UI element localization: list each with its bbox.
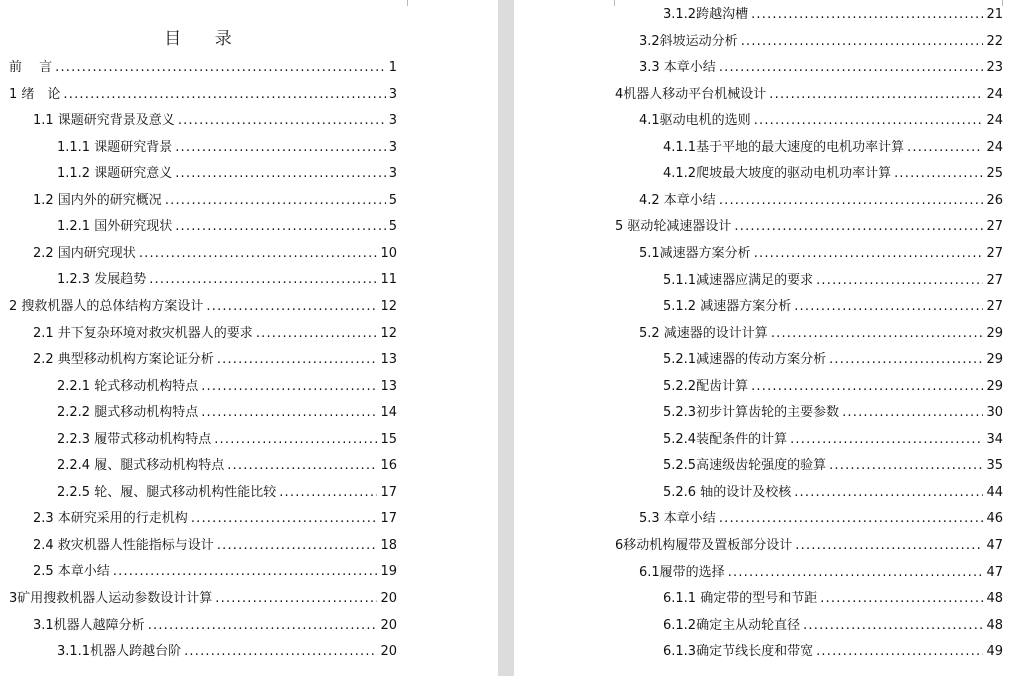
dot-leader bbox=[842, 403, 983, 423]
dot-leader bbox=[816, 642, 983, 662]
dot-leader bbox=[217, 350, 378, 370]
page-gap bbox=[498, 0, 514, 676]
toc-entry-page-number: 20 bbox=[380, 591, 397, 606]
dot-leader bbox=[751, 377, 983, 397]
dot-leader bbox=[803, 616, 983, 636]
dot-leader bbox=[175, 138, 386, 158]
toc-entry-page-number: 25 bbox=[986, 166, 1003, 182]
dot-leader bbox=[148, 616, 378, 636]
toc-entry[interactable] bbox=[33, 244, 397, 264]
page-corner-mark bbox=[614, 0, 625, 6]
toc-entry-title: 2.2.4 履、腿式移动机构特点 bbox=[57, 458, 225, 474]
toc-entry[interactable] bbox=[33, 111, 397, 131]
dot-leader bbox=[184, 642, 377, 662]
toc-entry[interactable] bbox=[663, 483, 1003, 503]
toc-entry[interactable] bbox=[663, 5, 1003, 25]
toc-entry[interactable] bbox=[639, 563, 1003, 583]
dot-leader bbox=[214, 430, 377, 450]
toc-entry[interactable] bbox=[615, 85, 1003, 105]
toc-entry-page-number: 24 bbox=[986, 139, 1003, 155]
toc-entry-page-number: 20 bbox=[380, 644, 397, 660]
toc-page-left bbox=[0, 0, 498, 676]
dot-leader bbox=[719, 191, 984, 211]
dot-leader bbox=[175, 217, 386, 237]
toc-entry-title: 5.2.2配齿计算 bbox=[663, 378, 749, 394]
toc-entry-page-number: 17 bbox=[380, 484, 397, 500]
dot-leader bbox=[790, 430, 983, 450]
page-corner-mark bbox=[397, 0, 408, 6]
toc-entry-page-number: 3 bbox=[388, 86, 397, 102]
dot-leader bbox=[794, 297, 983, 317]
toc-entry[interactable] bbox=[663, 271, 1003, 291]
toc-entry[interactable] bbox=[57, 403, 397, 423]
dot-leader bbox=[113, 562, 378, 582]
toc-entry[interactable] bbox=[639, 111, 1003, 131]
toc-entry-title: 2.2.5 轮、履、腿式移动机构性能比较 bbox=[57, 484, 277, 500]
dot-leader bbox=[794, 483, 983, 503]
toc-entry[interactable] bbox=[33, 536, 397, 556]
dot-leader bbox=[795, 536, 983, 556]
toc-entry-title: 5.2.1减速器的传动方案分析 bbox=[663, 352, 827, 368]
dot-leader bbox=[719, 509, 984, 529]
toc-entry-title: 4机器人移动平台机械设计 bbox=[615, 86, 767, 102]
toc-entry-title: 5.2 减速器的设计计算 bbox=[639, 325, 768, 341]
toc-entry-page-number: 5 bbox=[388, 219, 397, 235]
toc-entry-title: 2.2.3 履带式移动机构特点 bbox=[57, 431, 212, 447]
toc-entry[interactable] bbox=[57, 456, 397, 476]
toc-entry-page-number: 24 bbox=[986, 86, 1003, 102]
toc-entry-page-number: 15 bbox=[380, 431, 397, 447]
toc-entry-title: 2.2.2 腿式移动机构特点 bbox=[57, 405, 199, 421]
toc-entry-title: 5.2.4装配条件的计算 bbox=[663, 431, 788, 447]
toc-entry-page-number: 10 bbox=[380, 245, 397, 261]
toc-entry[interactable] bbox=[33, 616, 397, 636]
dot-leader bbox=[165, 191, 386, 211]
toc-entry-page-number: 20 bbox=[380, 617, 397, 633]
toc-entry-page-number: 27 bbox=[986, 299, 1003, 315]
toc-title: 目 录 bbox=[164, 29, 246, 49]
toc-entry[interactable] bbox=[9, 297, 397, 317]
toc-entry-page-number: 44 bbox=[986, 484, 1003, 500]
toc-entry-title: 1.2.1 国外研究现状 bbox=[57, 219, 173, 235]
toc-entry[interactable] bbox=[663, 642, 1003, 662]
toc-entry-page-number: 3 bbox=[388, 166, 397, 182]
dot-leader bbox=[754, 111, 984, 131]
toc-entry-title: 6.1.1 确定带的型号和节距 bbox=[663, 591, 818, 607]
toc-entry-page-number: 21 bbox=[986, 7, 1003, 22]
toc-entry-page-number: 19 bbox=[380, 564, 397, 580]
toc-entry[interactable] bbox=[57, 217, 397, 237]
toc-entry-page-number: 22 bbox=[986, 33, 1003, 49]
toc-entry[interactable] bbox=[9, 589, 397, 609]
toc-entry-page-number: 14 bbox=[380, 405, 397, 421]
toc-entry-page-number: 26 bbox=[986, 192, 1003, 208]
dot-leader bbox=[728, 563, 984, 583]
dot-leader bbox=[771, 324, 984, 344]
toc-entry[interactable] bbox=[33, 191, 397, 211]
toc-entry[interactable] bbox=[33, 509, 397, 529]
toc-entry-title: 4.1.1基于平地的最大速度的电机功率计算 bbox=[663, 139, 905, 155]
toc-entry[interactable] bbox=[33, 562, 397, 582]
page-corner-mark bbox=[1002, 0, 1007, 6]
toc-entry-page-number: 27 bbox=[986, 272, 1003, 288]
toc-entry-page-number: 34 bbox=[986, 431, 1003, 447]
toc-entry[interactable] bbox=[615, 536, 1003, 556]
toc-entry-title: 6.1.3确定节线长度和带宽 bbox=[663, 644, 814, 660]
toc-entry-title: 1.2.3 发展趋势 bbox=[57, 272, 147, 288]
toc-entry-page-number: 1 bbox=[388, 60, 397, 75]
toc-entry[interactable] bbox=[639, 509, 1003, 529]
toc-entry-title: 2.2 国内研究现状 bbox=[33, 245, 136, 261]
dot-leader bbox=[719, 58, 984, 78]
toc-entry[interactable] bbox=[33, 350, 397, 370]
toc-entry[interactable] bbox=[663, 616, 1003, 636]
dot-leader bbox=[894, 164, 983, 184]
dot-leader bbox=[206, 297, 377, 317]
dot-leader bbox=[227, 456, 377, 476]
toc-entry-title: 2.2.1 轮式移动机构特点 bbox=[57, 378, 199, 394]
toc-entry[interactable] bbox=[639, 324, 1003, 344]
toc-entry[interactable] bbox=[663, 456, 1003, 476]
dot-leader bbox=[829, 456, 983, 476]
toc-entry-page-number: 12 bbox=[380, 298, 397, 314]
dot-leader bbox=[175, 164, 386, 184]
dot-leader bbox=[256, 324, 378, 344]
toc-entry-title: 5 驱动轮减速器设计 bbox=[615, 219, 732, 235]
dot-leader bbox=[816, 271, 983, 291]
toc-entry-page-number: 12 bbox=[380, 325, 397, 341]
toc-entry-title: 5.1.1减速器应满足的要求 bbox=[663, 272, 814, 288]
toc-entry-page-number: 11 bbox=[380, 272, 397, 288]
dot-leader bbox=[217, 536, 378, 556]
toc-entry[interactable] bbox=[57, 430, 397, 450]
toc-entry-page-number: 5 bbox=[388, 192, 397, 208]
toc-entry[interactable] bbox=[639, 191, 1003, 211]
toc-entry-page-number: 13 bbox=[380, 352, 397, 368]
dot-leader bbox=[820, 589, 983, 609]
toc-entry-title: 3.2斜坡运动分析 bbox=[639, 33, 738, 49]
toc-entry[interactable] bbox=[33, 324, 397, 344]
toc-entry-page-number: 23 bbox=[986, 60, 1003, 76]
toc-entry-title: 2 搜救机器人的总体结构方案设计 bbox=[9, 298, 204, 314]
toc-entry-title: 5.1.2 减速器方案分析 bbox=[663, 299, 792, 315]
toc-entry-page-number: 27 bbox=[986, 219, 1003, 235]
toc-entry-page-number: 29 bbox=[986, 352, 1003, 368]
dot-leader bbox=[907, 138, 983, 158]
toc-entry-title: 2.5 本章小结 bbox=[33, 564, 110, 580]
dot-leader bbox=[201, 403, 377, 423]
dot-leader bbox=[741, 32, 984, 52]
toc-entry-title: 2.1 井下复杂环境对救灾机器人的要求 bbox=[33, 325, 253, 341]
dot-leader bbox=[191, 509, 378, 529]
toc-entry-page-number: 24 bbox=[986, 113, 1003, 129]
toc-entry-title: 3.3 本章小结 bbox=[639, 60, 716, 76]
toc-entry[interactable] bbox=[663, 430, 1003, 450]
toc-entry-title: 1.1.2 课题研究意义 bbox=[57, 166, 173, 182]
toc-entry-page-number: 46 bbox=[986, 511, 1003, 527]
toc-entry-page-number: 27 bbox=[986, 245, 1003, 261]
toc-entry-title: 1.1.1 课题研究背景 bbox=[57, 139, 173, 155]
toc-entry-page-number: 3 bbox=[388, 113, 397, 129]
toc-entry-page-number: 47 bbox=[986, 538, 1003, 553]
toc-entry[interactable] bbox=[663, 403, 1003, 423]
toc-entry[interactable] bbox=[57, 164, 397, 184]
toc-entry-title: 5.1减速器方案分析 bbox=[639, 245, 751, 261]
toc-entry-title: 3.1机器人越障分析 bbox=[33, 617, 145, 633]
dot-leader bbox=[63, 85, 385, 105]
toc-entry-page-number: 3 bbox=[388, 139, 397, 155]
toc-entry-page-number: 13 bbox=[380, 378, 397, 394]
toc-entry-title: 1.2 国内外的研究概况 bbox=[33, 192, 162, 208]
toc-entry-title: 6.1.2确定主从动轮直径 bbox=[663, 617, 801, 633]
toc-entry[interactable] bbox=[639, 58, 1003, 78]
toc-entry-title: 3.1.2跨越沟槽 bbox=[663, 7, 749, 22]
toc-entry-page-number: 48 bbox=[986, 617, 1003, 633]
toc-entry-title: 4.1.2爬坡最大坡度的驱动电机功率计算 bbox=[663, 166, 892, 182]
toc-entry[interactable] bbox=[9, 58, 397, 78]
dot-leader bbox=[751, 5, 983, 25]
dot-leader bbox=[829, 350, 983, 370]
toc-page-right bbox=[514, 0, 1018, 676]
dot-leader bbox=[769, 85, 983, 105]
toc-entry-page-number: 29 bbox=[986, 325, 1003, 341]
toc-entry[interactable] bbox=[663, 589, 1003, 609]
toc-entry[interactable] bbox=[57, 377, 397, 397]
toc-entry-title: 5.2.6 轴的设计及校核 bbox=[663, 484, 792, 500]
toc-entry-title: 1 绪 论 bbox=[9, 86, 61, 102]
toc-entry-title: 6.1履带的选择 bbox=[639, 564, 725, 580]
toc-entry-title: 前 言 bbox=[9, 60, 53, 75]
toc-entry[interactable] bbox=[57, 270, 397, 290]
toc-entry[interactable] bbox=[663, 138, 1003, 158]
dot-leader bbox=[215, 589, 377, 609]
toc-entry-page-number: 49 bbox=[986, 644, 1003, 660]
toc-entry-page-number: 17 bbox=[380, 511, 397, 527]
toc-entry-title: 4.2 本章小结 bbox=[639, 192, 716, 208]
dot-leader bbox=[149, 270, 377, 290]
toc-entry-page-number: 35 bbox=[986, 458, 1003, 474]
dot-leader bbox=[55, 58, 386, 78]
toc-entry[interactable] bbox=[663, 297, 1003, 317]
toc-entry[interactable] bbox=[639, 244, 1003, 264]
toc-entry-title: 4.1驱动电机的选则 bbox=[639, 113, 751, 129]
dot-leader bbox=[178, 111, 386, 131]
toc-entry-title: 2.4 救灾机器人性能指标与设计 bbox=[33, 537, 214, 553]
toc-entry-title: 5.2.5高速级齿轮强度的验算 bbox=[663, 458, 827, 474]
toc-entry[interactable] bbox=[57, 483, 397, 503]
toc-entry-page-number: 18 bbox=[380, 537, 397, 553]
toc-entry[interactable] bbox=[615, 217, 1003, 237]
toc-entry-title: 3矿用搜救机器人运动参数设计计算 bbox=[9, 591, 213, 606]
toc-entry-title: 6移动机构履带及置板部分设计 bbox=[615, 538, 793, 553]
dot-leader bbox=[201, 377, 377, 397]
toc-entry[interactable] bbox=[663, 377, 1003, 397]
toc-entry[interactable] bbox=[57, 642, 397, 662]
toc-entry-page-number: 30 bbox=[986, 405, 1003, 421]
toc-entry[interactable] bbox=[663, 350, 1003, 370]
toc-entry-title: 2.3 本研究采用的行走机构 bbox=[33, 511, 188, 527]
toc-entry-page-number: 16 bbox=[380, 458, 397, 474]
toc-entry-title: 1.1 课题研究背景及意义 bbox=[33, 113, 175, 129]
dot-leader bbox=[139, 244, 378, 264]
dot-leader bbox=[734, 217, 983, 237]
toc-entry[interactable] bbox=[57, 138, 397, 158]
toc-entry-title: 5.3 本章小结 bbox=[639, 511, 716, 527]
dot-leader bbox=[279, 483, 377, 503]
toc-entry[interactable] bbox=[639, 32, 1003, 52]
toc-entry-title: 2.2 典型移动机构方案论证分析 bbox=[33, 352, 214, 368]
toc-entry[interactable] bbox=[663, 164, 1003, 184]
toc-entry-page-number: 47 bbox=[986, 564, 1003, 580]
toc-entry[interactable] bbox=[9, 85, 397, 105]
dot-leader bbox=[754, 244, 984, 264]
toc-entry-page-number: 48 bbox=[986, 591, 1003, 607]
toc-entry-page-number: 29 bbox=[986, 378, 1003, 394]
toc-entry-title: 5.2.3初步计算齿轮的主要参数 bbox=[663, 405, 840, 421]
toc-entry-title: 3.1.1机器人跨越台阶 bbox=[57, 644, 182, 660]
